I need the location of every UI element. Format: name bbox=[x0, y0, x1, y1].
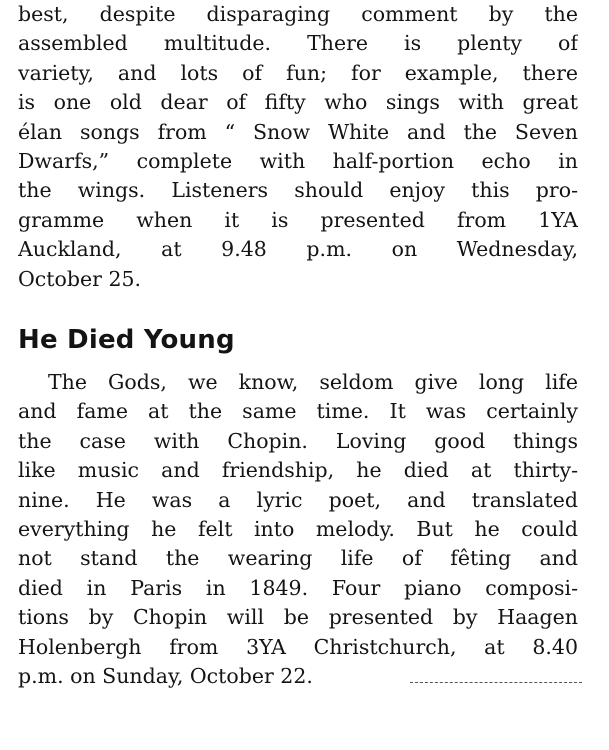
text-line: assembled multitude. There is plenty of bbox=[18, 31, 578, 56]
text-line: like music and friendship, he died at thirty- bbox=[18, 458, 578, 483]
text-line: Dwarfs,” complete with half-portion echo in bbox=[18, 148, 578, 173]
text-line: best, despite disparaging comment by the bbox=[18, 2, 578, 26]
text-line: Holenbergh from 3YA Christchurch, at 8.40 bbox=[18, 634, 578, 659]
text-line: is one old dear of fifty who sings with great bbox=[18, 90, 578, 115]
text-line: Auckland, at 9.48 p.m. on Wednesday, bbox=[18, 237, 578, 262]
text-line: nine. He was a lyric poet, and translated bbox=[18, 487, 578, 512]
text-line: élan songs from “ Snow White and the Seven bbox=[18, 119, 578, 144]
text-line: variety, and lots of fun; for example, there bbox=[18, 60, 578, 85]
text-line: tions by Chopin will be presented by Haagen bbox=[18, 605, 578, 630]
text-line: gramme when it is presented from 1YA bbox=[18, 207, 578, 232]
text-line: the case with Chopin. Loving good things bbox=[18, 428, 578, 453]
text-line: p.m. on Sunday, October 22. bbox=[18, 663, 313, 688]
text-line: October 25. bbox=[18, 266, 142, 291]
section-heading: He Died Young bbox=[18, 325, 235, 355]
paragraph-chopin bbox=[18, 368, 578, 691]
text-line: The Gods, we know, seldom give long life bbox=[48, 370, 578, 394]
text-line: the wings. Listeners should enjoy this pro- bbox=[18, 178, 578, 203]
text-line: everything he felt into melody. But he could bbox=[18, 516, 578, 541]
text-line: died in Paris in 1849. Four piano composi- bbox=[18, 575, 578, 600]
text-line: and fame at the same time. It was certainly bbox=[18, 399, 578, 424]
paragraph-snow-white bbox=[18, 0, 578, 294]
text-line: not stand the wearing life of fêting and bbox=[18, 546, 578, 571]
end-rule bbox=[410, 682, 582, 683]
